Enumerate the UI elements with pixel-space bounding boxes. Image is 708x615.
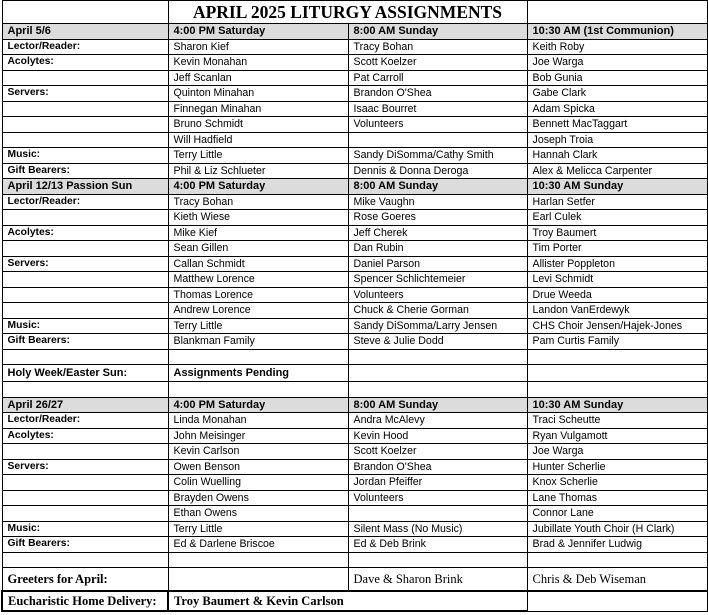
sunday-8am-cell: Pat Carroll (348, 70, 527, 86)
sunday-1030am-cell: Harlan Setfer (527, 194, 707, 210)
assignment-row (2, 303, 707, 319)
role-label: Servers: (2, 86, 168, 102)
assignment-row (2, 506, 707, 522)
holy-week-label: Holy Week/Easter Sun: (2, 365, 168, 382)
role-label: Acolytes: (2, 225, 168, 241)
sunday-8am-cell: Scott Koelzer (348, 55, 527, 71)
role-label: Lector/Reader: (2, 39, 168, 55)
sunday-1030am-cell: Brad & Jennifer Ludwig (527, 537, 707, 553)
empty-cell (168, 382, 348, 398)
saturday-4pm-cell: Kevin Carlson (168, 444, 348, 460)
sunday-1030am-cell: Joe Warga (527, 55, 707, 71)
assignment-row (2, 194, 707, 210)
eucharistic-delivery-row (2, 591, 707, 611)
role-label (2, 132, 168, 148)
sunday-1030am-cell: Earl Culek (527, 210, 707, 226)
sunday-1030am-cell: Troy Baumert (527, 225, 707, 241)
assignment-row (2, 287, 707, 303)
sunday-1030am-cell: Joseph Troia (527, 132, 707, 148)
saturday-4pm-cell: Finnegan Minahan (168, 101, 348, 117)
role-label: Gift Bearers: (2, 163, 168, 179)
empty-cell (168, 349, 348, 365)
mass-time-sunday-8am: 8:00 AM Sunday (348, 179, 527, 195)
sunday-1030am-cell: Gabe Clark (527, 86, 707, 102)
saturday-4pm-cell: Linda Monahan (168, 413, 348, 429)
assignment-row (2, 334, 707, 350)
sunday-8am-cell: Ed & Deb Brink (348, 537, 527, 553)
sunday-8am-cell: Spencer Schlichtemeier (348, 272, 527, 288)
sunday-1030am-cell: Alex & Melicca Carpenter (527, 163, 707, 179)
sunday-8am-cell: Sandy DiSomma/Cathy Smith (348, 148, 527, 164)
assignment-row (2, 537, 707, 553)
saturday-4pm-cell: Jeff Scanlan (168, 70, 348, 86)
weekend-date-label: April 5/6 (2, 24, 168, 40)
page-title: APRIL 2025 LITURGY ASSIGNMENTS (168, 1, 527, 24)
holy-week-row (2, 365, 707, 382)
saturday-4pm-cell: Mike Kief (168, 225, 348, 241)
greeters-sunday-1030am-cell: Chris & Deb Wiseman (527, 568, 707, 592)
spacer-row (2, 349, 707, 365)
sunday-1030am-cell: Knox Scherlie (527, 475, 707, 491)
sunday-8am-cell: Jeff Cherek (348, 225, 527, 241)
role-label (2, 475, 168, 491)
saturday-4pm-cell: Brayden Owens (168, 490, 348, 506)
sunday-1030am-cell: Keith Roby (527, 39, 707, 55)
sunday-8am-cell: Dan Rubin (348, 241, 527, 257)
saturday-4pm-cell: Terry Little (168, 521, 348, 537)
assignment-row (2, 148, 707, 164)
greeters-label: Greeters for April: (2, 568, 168, 592)
saturday-4pm-cell: Terry Little (168, 148, 348, 164)
saturday-4pm-cell: Tracy Bohan (168, 194, 348, 210)
spacer-row (2, 382, 707, 398)
saturday-4pm-cell: Blankman Family (168, 334, 348, 350)
assignment-row (2, 459, 707, 475)
greeters-saturday-cell (168, 568, 348, 592)
sunday-1030am-cell: Joe Warga (527, 444, 707, 460)
assignment-row (2, 272, 707, 288)
empty-cell (168, 552, 348, 568)
role-label: Gift Bearers: (2, 334, 168, 350)
sunday-8am-cell: Volunteers (348, 117, 527, 133)
role-label: Music: (2, 318, 168, 334)
assignment-row (2, 163, 707, 179)
role-label: Lector/Reader: (2, 194, 168, 210)
weekend-date-label: April 12/13 Passion Sun (2, 179, 168, 195)
assignment-row (2, 475, 707, 491)
assignment-row (2, 521, 707, 537)
empty-cell (348, 365, 527, 382)
saturday-4pm-cell: Sean Gillen (168, 241, 348, 257)
saturday-4pm-cell: Will Hadfield (168, 132, 348, 148)
assignment-row (2, 210, 707, 226)
sunday-8am-cell: Steve & Julie Dodd (348, 334, 527, 350)
assignment-row (2, 101, 707, 117)
sunday-1030am-cell: Hunter Scherlie (527, 459, 707, 475)
sunday-8am-cell: Brandon O'Shea (348, 459, 527, 475)
empty-cell (527, 365, 707, 382)
sunday-8am-cell (348, 132, 527, 148)
empty-cell (2, 552, 168, 568)
sunday-1030am-cell: Allister Poppleton (527, 256, 707, 272)
empty-cell (348, 382, 527, 398)
sunday-8am-cell: Mike Vaughn (348, 194, 527, 210)
sunday-1030am-cell: Ryan Vulgamott (527, 428, 707, 444)
saturday-4pm-cell: Kevin Monahan (168, 55, 348, 71)
sunday-8am-cell: Brandon O'Shea (348, 86, 527, 102)
section-header-row (2, 179, 707, 195)
section-header-row (2, 397, 707, 413)
saturday-4pm-cell: Callan Schmidt (168, 256, 348, 272)
mass-time-saturday-4pm: 4:00 PM Saturday (168, 397, 348, 413)
role-label (2, 287, 168, 303)
sunday-1030am-cell: Pam Curtis Family (527, 334, 707, 350)
title-right-cell (527, 1, 707, 24)
sunday-8am-cell: Sandy DiSomma/Larry Jensen (348, 318, 527, 334)
sunday-1030am-cell: Drue Weeda (527, 287, 707, 303)
sunday-8am-cell: Kevin Hood (348, 428, 527, 444)
eucharistic-delivery-names: Troy Baumert & Kevin Carlson (168, 591, 527, 611)
empty-cell (2, 349, 168, 365)
mass-time-saturday-4pm: 4:00 PM Saturday (168, 179, 348, 195)
mass-time-sunday-1030am: 10:30 AM Sunday (527, 397, 707, 413)
sunday-8am-cell: Jordan Pfeiffer (348, 475, 527, 491)
sunday-8am-cell: Scott Koelzer (348, 444, 527, 460)
assignment-row (2, 428, 707, 444)
empty-cell (348, 349, 527, 365)
role-label (2, 272, 168, 288)
assignment-row (2, 490, 707, 506)
role-label (2, 70, 168, 86)
sunday-1030am-cell: CHS Choir Jensen/Hajek-Jones (527, 318, 707, 334)
title-row (2, 1, 707, 24)
role-label: Gift Bearers: (2, 537, 168, 553)
assignment-row (2, 256, 707, 272)
saturday-4pm-cell: Phil & Liz Schlueter (168, 163, 348, 179)
mass-time-sunday-1030am: 10:30 AM Sunday (527, 179, 707, 195)
mass-time-sunday-1030am: 10:30 AM (1st Communion) (527, 24, 707, 40)
mass-time-saturday-4pm: 4:00 PM Saturday (168, 24, 348, 40)
sunday-1030am-cell: Lane Thomas (527, 490, 707, 506)
sunday-1030am-cell: Jubillate Youth Choir (H Clark) (527, 521, 707, 537)
sunday-8am-cell: Andra McAlevy (348, 413, 527, 429)
greeters-sunday-8am-cell: Dave & Sharon Brink (348, 568, 527, 592)
role-label (2, 444, 168, 460)
saturday-4pm-cell: Quinton Minahan (168, 86, 348, 102)
mass-time-sunday-8am: 8:00 AM Sunday (348, 24, 527, 40)
role-label (2, 303, 168, 319)
assignment-row (2, 318, 707, 334)
assignment-row (2, 86, 707, 102)
empty-cell (527, 349, 707, 365)
assignment-row (2, 132, 707, 148)
sunday-1030am-cell: Levi Schmidt (527, 272, 707, 288)
spacer-row (2, 552, 707, 568)
saturday-4pm-cell: John Meisinger (168, 428, 348, 444)
saturday-4pm-cell: Sharon Kief (168, 39, 348, 55)
empty-cell (348, 552, 527, 568)
sunday-8am-cell: Tracy Bohan (348, 39, 527, 55)
role-label: Lector/Reader: (2, 413, 168, 429)
saturday-4pm-cell: Matthew Lorence (168, 272, 348, 288)
role-label (2, 101, 168, 117)
role-label: Music: (2, 148, 168, 164)
sunday-1030am-cell: Hannah Clark (527, 148, 707, 164)
role-label: Acolytes: (2, 55, 168, 71)
assignment-row (2, 117, 707, 133)
sunday-1030am-cell: Adam Spicka (527, 101, 707, 117)
role-label: Acolytes: (2, 428, 168, 444)
sunday-8am-cell: Dennis & Donna Deroga (348, 163, 527, 179)
empty-cell (527, 591, 707, 611)
empty-cell (527, 552, 707, 568)
sunday-8am-cell: Volunteers (348, 287, 527, 303)
saturday-4pm-cell: Ed & Darlene Briscoe (168, 537, 348, 553)
sunday-1030am-cell: Bob Gunia (527, 70, 707, 86)
saturday-4pm-cell: Ethan Owens (168, 506, 348, 522)
assignment-row (2, 39, 707, 55)
saturday-4pm-cell: Bruno Schmidt (168, 117, 348, 133)
sunday-1030am-cell: Landon VanErdewyk (527, 303, 707, 319)
sunday-8am-cell: Isaac Bourret (348, 101, 527, 117)
sunday-1030am-cell: Tim Porter (527, 241, 707, 257)
role-label (2, 210, 168, 226)
assignment-table (1, 0, 708, 612)
role-label (2, 117, 168, 133)
saturday-4pm-cell: Thomas Lorence (168, 287, 348, 303)
sunday-8am-cell: Rose Goeres (348, 210, 527, 226)
sunday-8am-cell (348, 506, 527, 522)
saturday-4pm-cell: Owen Benson (168, 459, 348, 475)
role-label (2, 241, 168, 257)
role-label: Music: (2, 521, 168, 537)
role-label: Servers: (2, 256, 168, 272)
sunday-1030am-cell: Connor Lane (527, 506, 707, 522)
saturday-4pm-cell: Terry Little (168, 318, 348, 334)
sunday-8am-cell: Volunteers (348, 490, 527, 506)
assignment-row (2, 444, 707, 460)
empty-cell (2, 382, 168, 398)
role-label: Servers: (2, 459, 168, 475)
role-label (2, 490, 168, 506)
mass-time-sunday-8am: 8:00 AM Sunday (348, 397, 527, 413)
section-header-row (2, 24, 707, 40)
title-left-cell (2, 1, 168, 24)
assignment-row (2, 413, 707, 429)
sunday-1030am-cell: Bennett MacTaggart (527, 117, 707, 133)
sunday-8am-cell: Daniel Parson (348, 256, 527, 272)
assignment-row (2, 241, 707, 257)
role-label (2, 506, 168, 522)
greeters-row (2, 568, 707, 592)
sunday-8am-cell: Chuck & Cherie Gorman (348, 303, 527, 319)
sunday-8am-cell: Silent Mass (No Music) (348, 521, 527, 537)
saturday-4pm-cell: Kieth Wiese (168, 210, 348, 226)
assignments-pending-note: Assignments Pending (168, 365, 348, 382)
empty-cell (527, 382, 707, 398)
assignment-row (2, 70, 707, 86)
eucharistic-delivery-label: Eucharistic Home Delivery: (2, 591, 168, 611)
assignment-row (2, 225, 707, 241)
sunday-1030am-cell: Traci Scheutte (527, 413, 707, 429)
saturday-4pm-cell: Andrew Lorence (168, 303, 348, 319)
assignment-row (2, 55, 707, 71)
weekend-date-label: April 26/27 (2, 397, 168, 413)
saturday-4pm-cell: Colin Wuelling (168, 475, 348, 491)
